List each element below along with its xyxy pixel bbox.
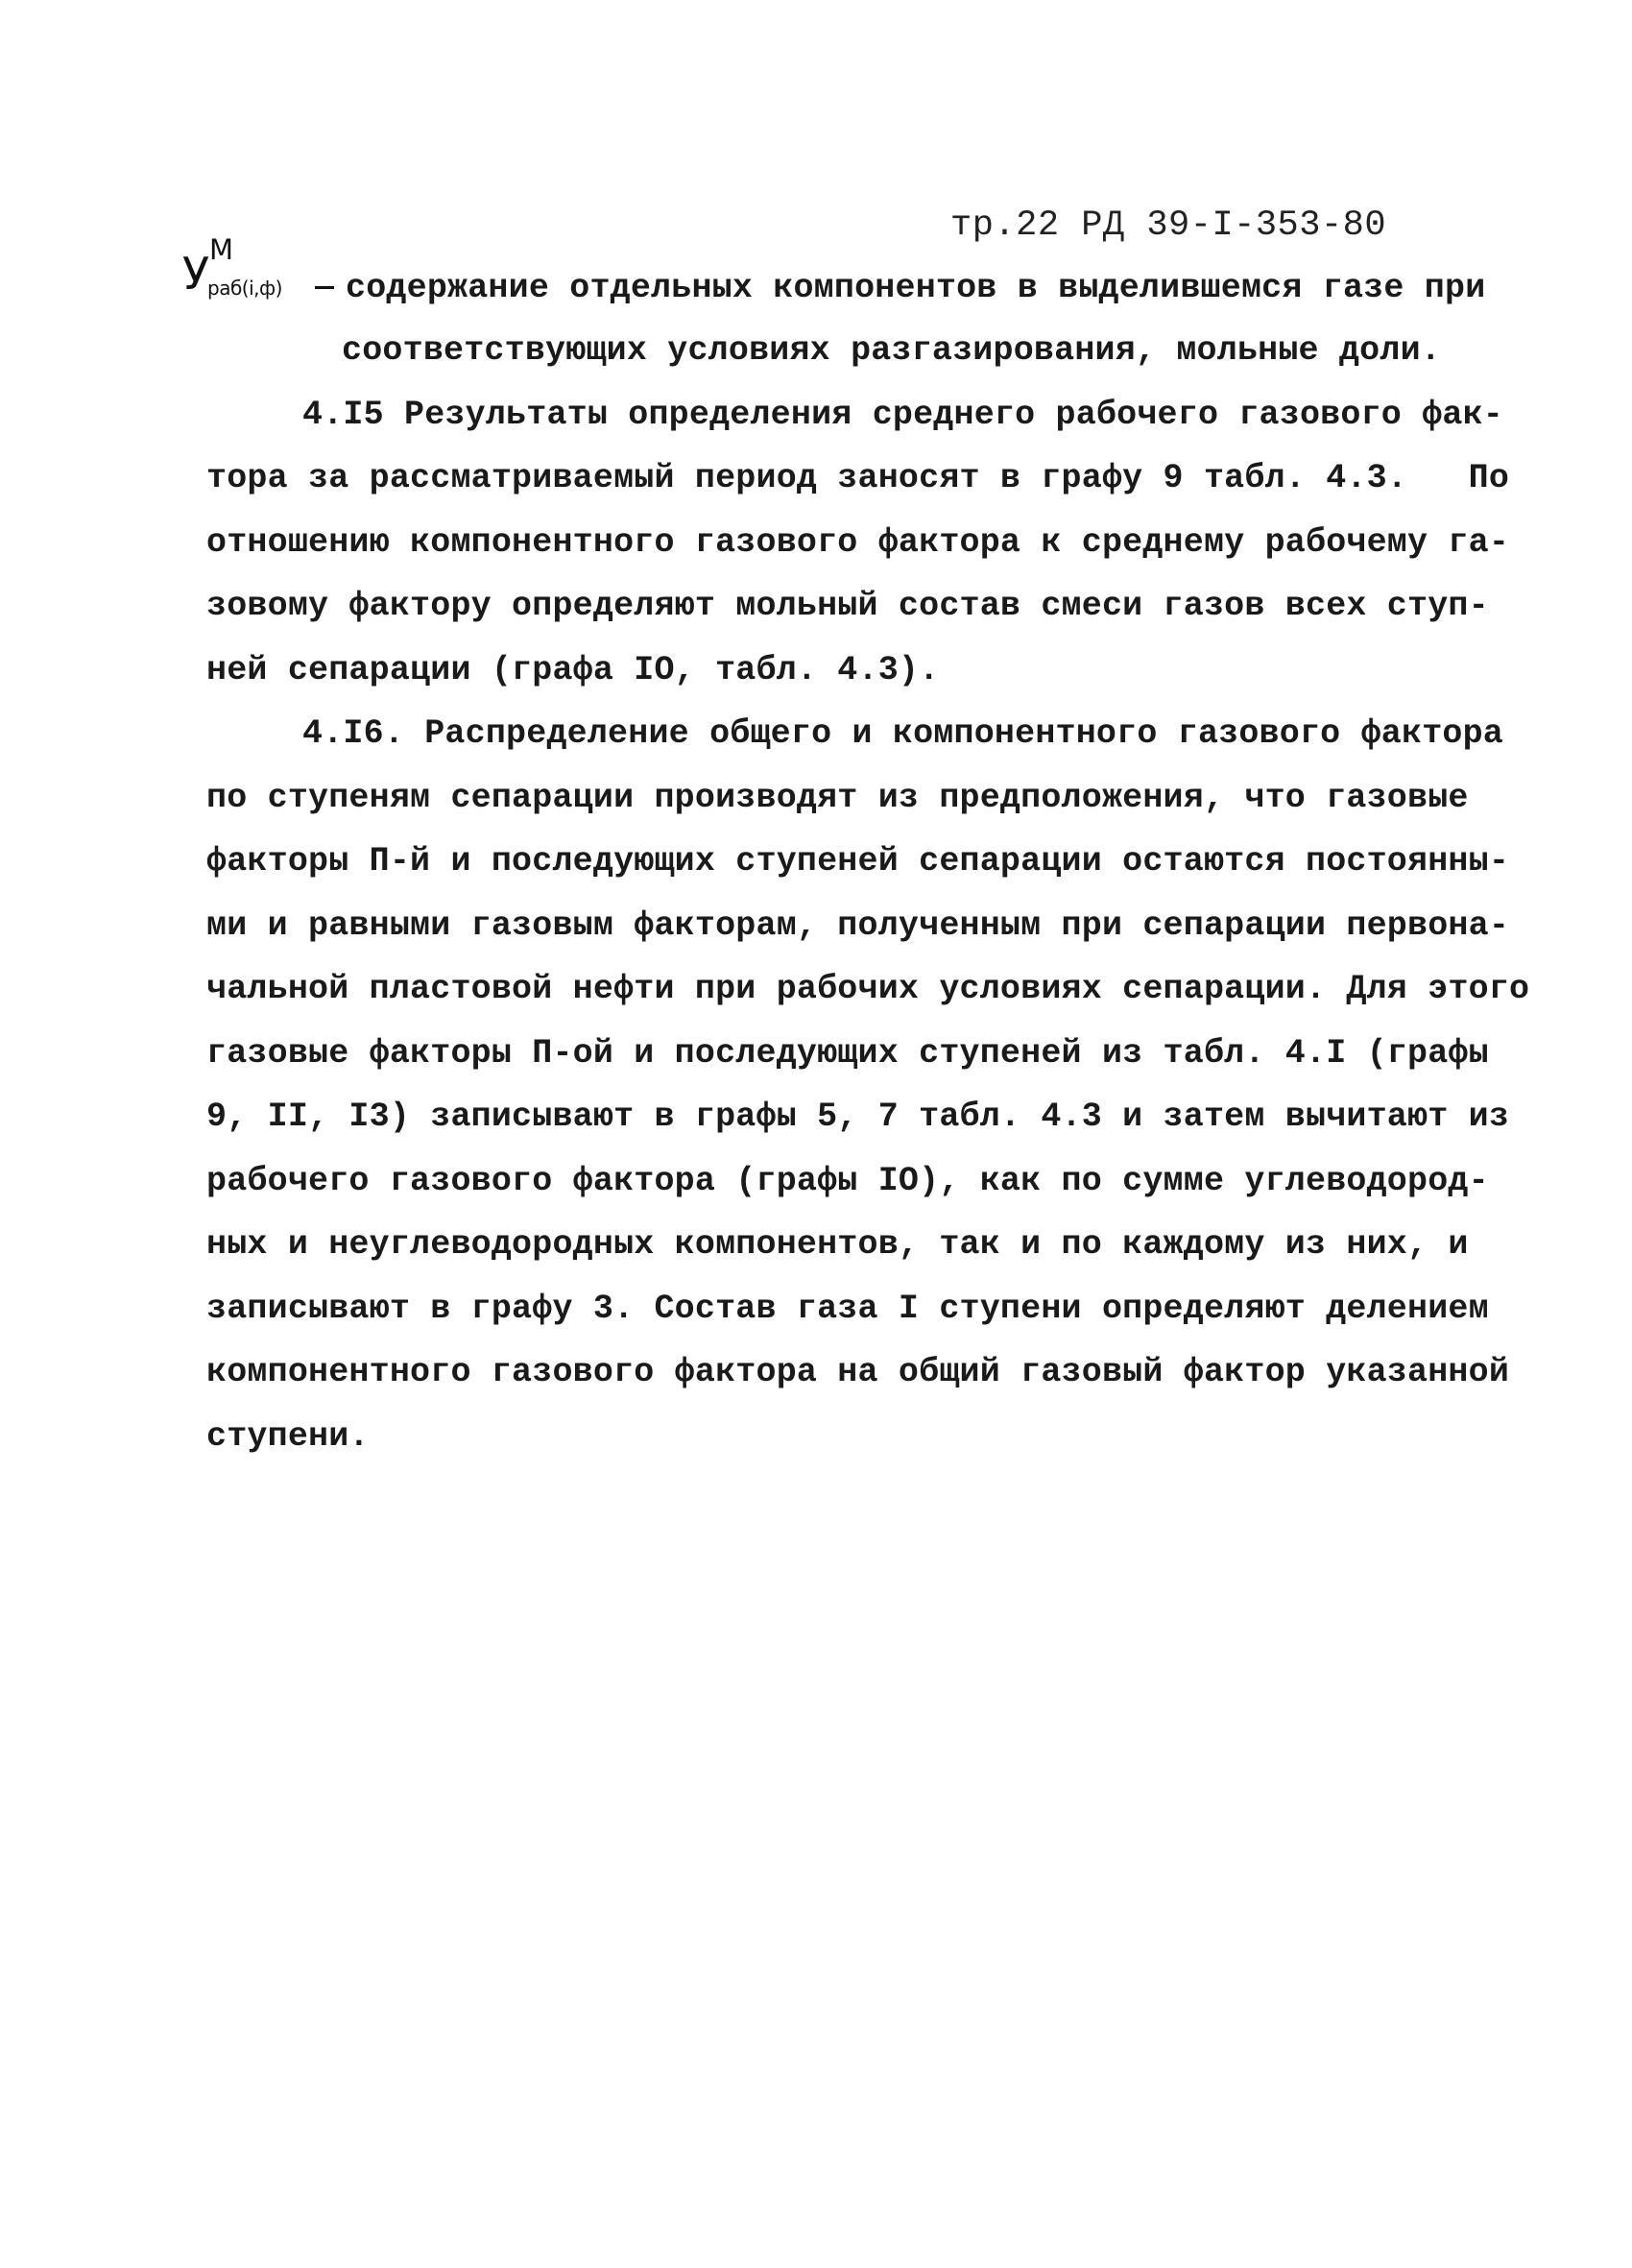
symbol-superscript: М bbox=[209, 233, 234, 266]
symbol-main: У bbox=[182, 248, 210, 300]
text-line: чальной пластовой нефти при рабочих условиях сепарации. Для этого bbox=[206, 970, 1530, 1008]
text-line: газовые факторы П-ой и последующих ступеней из табл. 4.I (графы bbox=[206, 1034, 1489, 1073]
symbol-dash bbox=[315, 286, 334, 289]
text-line: ми и равными газовым факторам, полученным при сепарации первона- bbox=[206, 906, 1510, 945]
symbol-subscript: раб(i,ф) bbox=[207, 277, 282, 300]
text-line: соответствующих условиях разгазирования, мольные доли. bbox=[342, 331, 1441, 370]
text-line: компонентного газового фактора на общий газовый фактор указанной bbox=[206, 1353, 1510, 1391]
text-line: факторы П-й и последующих ступеней сепарации остаются постоянны- bbox=[206, 842, 1510, 881]
text-line: тора за рассматриваемый период заносят в графу 9 табл. 4.3. По bbox=[206, 459, 1510, 497]
paragraph-start-line: 4.I5 Результаты определения среднего рабочего газового фак- bbox=[302, 396, 1504, 434]
paragraph-start-line: 4.I6. Распределение общего и компонентного газового фактора bbox=[302, 714, 1504, 753]
text-line: 9, II, I3) записывают в графы 5, 7 табл. 4.3 и затем вычитают из bbox=[206, 1098, 1510, 1136]
text-line: по ступеням сепарации производят из предположения, что газовые bbox=[206, 779, 1469, 817]
page-reference: тр.22 РД 39-I-353-80 bbox=[950, 205, 1387, 246]
text-line: ных и неуглеводородных компонентов, так и по каждому из них, и bbox=[206, 1225, 1469, 1264]
text-line: записывают в графу 3. Состав газа I ступени определяют делением bbox=[206, 1290, 1489, 1328]
text-line: содержание отдельных компонентов в выделившемся газе при bbox=[346, 269, 1486, 307]
text-line: рабочего газового фактора (графы IO), как по сумме углеводород- bbox=[206, 1162, 1489, 1200]
text-line: отношению компонентного газового фактора к среднему рабочему га- bbox=[206, 523, 1510, 562]
text-line: зовому фактору определяют мольный состав смеси газов всех ступ- bbox=[206, 587, 1489, 625]
text-line: ней сепарации (графа IO, табл. 4.3). bbox=[206, 651, 940, 689]
text-line: ступени. bbox=[206, 1417, 370, 1456]
variable-symbol bbox=[182, 233, 344, 309]
